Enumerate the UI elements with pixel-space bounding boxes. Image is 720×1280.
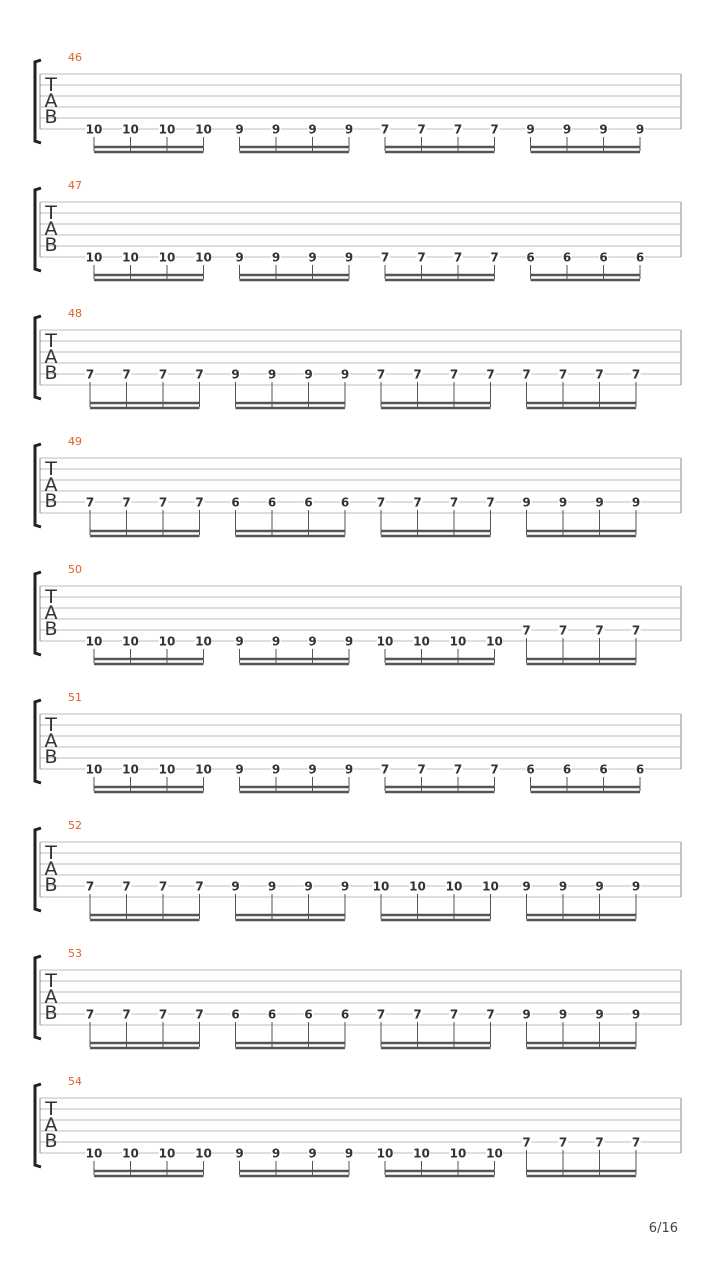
fret-number: 7 (453, 250, 463, 265)
tab-clef-letter: B (44, 234, 58, 256)
fret-number: 10 (158, 762, 176, 777)
fret-number: 6 (231, 1007, 240, 1022)
fret-number: 10 (445, 879, 463, 894)
measure-number: 54 (68, 1075, 82, 1088)
fret-number: 9 (235, 250, 244, 265)
fret-number: 7 (631, 367, 641, 382)
fret-number: 9 (231, 879, 240, 894)
fret-number: 10 (158, 122, 176, 137)
measure-number: 53 (68, 947, 82, 960)
fret-number: 7 (490, 122, 499, 137)
fret-number: 10 (85, 762, 103, 777)
fret-number: 7 (449, 495, 459, 510)
fret-number: 7 (122, 1007, 131, 1022)
tab-clef-letter: B (44, 362, 58, 384)
fret-number: 9 (344, 250, 354, 265)
fret-number: 6 (562, 762, 572, 777)
fret-number: 6 (599, 250, 608, 265)
tab-clef-letter: T (45, 842, 57, 864)
fret-number: 10 (486, 1146, 503, 1161)
tab-clef-letter: T (45, 586, 57, 608)
tab-clef-letter: A (44, 1114, 58, 1136)
fret-number: 9 (340, 367, 350, 382)
tab-clef-letter: T (45, 202, 57, 224)
fret-number: 7 (417, 762, 426, 777)
fret-number: 7 (486, 1007, 495, 1022)
tab-clef-letter: B (44, 1002, 58, 1024)
fret-number: 7 (158, 879, 168, 894)
fret-number: 10 (195, 762, 212, 777)
fret-number: 9 (340, 879, 350, 894)
fret-number: 7 (558, 1135, 568, 1150)
fret-number: 10 (195, 1146, 212, 1161)
fret-number: 7 (449, 1007, 459, 1022)
fret-number: 6 (526, 762, 535, 777)
fret-number: 9 (235, 762, 244, 777)
fret-number: 10 (413, 1146, 430, 1161)
fret-number: 10 (376, 1146, 394, 1161)
tab-clef-letter: T (45, 330, 57, 352)
fret-number: 10 (158, 250, 176, 265)
tab-clef-letter: A (44, 730, 58, 752)
fret-number: 7 (85, 879, 95, 894)
fret-number: 10 (85, 122, 103, 137)
tab-clef-letter: T (45, 74, 57, 96)
page-number: 6/16 (648, 1221, 678, 1236)
measure-number: 49 (68, 435, 82, 448)
fret-number: 7 (85, 1007, 95, 1022)
tab-clef-letter: T (45, 1098, 57, 1120)
fret-number: 6 (304, 495, 313, 510)
fret-number: 9 (344, 122, 354, 137)
fret-number: 9 (267, 367, 277, 382)
fret-number: 7 (195, 367, 204, 382)
fret-number: 10 (409, 879, 426, 894)
fret-number: 7 (490, 762, 499, 777)
fret-number: 10 (85, 634, 103, 649)
fret-number: 7 (158, 367, 168, 382)
fret-number: 7 (376, 1007, 386, 1022)
fret-number: 9 (308, 1146, 317, 1161)
tab-clef-letter: A (44, 218, 58, 240)
fret-number: 7 (158, 1007, 168, 1022)
measure-number: 50 (68, 563, 82, 576)
fret-number: 10 (122, 1146, 139, 1161)
fret-number: 7 (595, 623, 604, 638)
tab-system (35, 819, 681, 920)
tab-clef-letter: A (44, 474, 58, 496)
fret-number: 9 (271, 122, 281, 137)
fret-number: 7 (122, 367, 131, 382)
fret-number: 10 (376, 634, 394, 649)
fret-number: 7 (413, 495, 422, 510)
fret-number: 10 (122, 762, 139, 777)
fret-number: 9 (595, 879, 604, 894)
fret-number: 10 (122, 122, 139, 137)
tab-system (35, 435, 681, 536)
fret-number: 9 (235, 122, 244, 137)
tab-clef-letter: A (44, 858, 58, 880)
fret-number: 6 (599, 762, 608, 777)
fret-number: 9 (235, 1146, 244, 1161)
fret-number: 9 (271, 634, 281, 649)
tab-system (35, 691, 681, 792)
fret-number: 7 (486, 495, 495, 510)
measure-number: 52 (68, 819, 82, 832)
tab-system (35, 563, 681, 664)
fret-number: 10 (372, 879, 390, 894)
fret-number: 9 (631, 1007, 641, 1022)
fret-number: 7 (522, 623, 531, 638)
fret-number: 6 (526, 250, 535, 265)
fret-number: 7 (558, 623, 568, 638)
fret-number: 7 (417, 250, 426, 265)
tab-system (35, 307, 681, 408)
fret-number: 9 (522, 879, 531, 894)
fret-number: 10 (413, 634, 430, 649)
fret-number: 9 (308, 122, 317, 137)
fret-number: 7 (449, 367, 459, 382)
fret-number: 10 (158, 634, 176, 649)
fret-number: 7 (595, 1135, 604, 1150)
fret-number: 10 (122, 634, 139, 649)
fret-number: 7 (631, 623, 641, 638)
tab-clef-letter: T (45, 714, 57, 736)
fret-number: 9 (304, 879, 313, 894)
fret-number: 9 (558, 879, 568, 894)
fret-number: 10 (158, 1146, 176, 1161)
fret-number: 6 (267, 1007, 277, 1022)
measure-number: 48 (68, 307, 82, 320)
tab-clef-letter: T (45, 458, 57, 480)
fret-number: 7 (376, 495, 386, 510)
fret-number: 9 (308, 250, 317, 265)
fret-number: 9 (526, 122, 535, 137)
fret-number: 7 (380, 122, 390, 137)
fret-number: 9 (308, 762, 317, 777)
fret-number: 10 (85, 250, 103, 265)
fret-number: 6 (231, 495, 240, 510)
fret-number: 6 (340, 495, 350, 510)
tab-clef-letter: B (44, 618, 58, 640)
fret-number: 6 (340, 1007, 350, 1022)
fret-number: 7 (413, 367, 422, 382)
measure-number: 47 (68, 179, 82, 192)
fret-number: 6 (304, 1007, 313, 1022)
fret-number: 7 (417, 122, 426, 137)
fret-number: 9 (595, 1007, 604, 1022)
fret-number: 9 (562, 122, 572, 137)
tab-clef-letter: A (44, 346, 58, 368)
fret-number: 9 (344, 1146, 354, 1161)
fret-number: 9 (522, 1007, 531, 1022)
fret-number: 6 (562, 250, 572, 265)
fret-number: 10 (482, 879, 499, 894)
fret-number: 10 (195, 250, 212, 265)
fret-number: 9 (558, 1007, 568, 1022)
fret-number: 9 (235, 634, 244, 649)
fret-number: 7 (558, 367, 568, 382)
tab-clef-letter: A (44, 986, 58, 1008)
fret-number: 10 (122, 250, 139, 265)
fret-number: 9 (304, 367, 313, 382)
tab-clef-letter: A (44, 90, 58, 112)
fret-number: 10 (449, 1146, 467, 1161)
fret-number: 7 (595, 367, 604, 382)
fret-number: 9 (631, 495, 641, 510)
fret-number: 7 (631, 1135, 641, 1150)
fret-number: 9 (271, 762, 281, 777)
measure-number: 46 (68, 51, 82, 64)
fret-number: 7 (522, 367, 531, 382)
fret-number: 9 (595, 495, 604, 510)
tab-system (35, 179, 681, 280)
fret-number: 7 (85, 367, 95, 382)
fret-number: 7 (453, 122, 463, 137)
fret-number: 9 (267, 879, 277, 894)
fret-number: 9 (271, 250, 281, 265)
tab-clef-letter: T (45, 970, 57, 992)
tab-clef-letter: B (44, 106, 58, 128)
fret-number: 9 (599, 122, 608, 137)
fret-number: 9 (635, 122, 645, 137)
fret-number: 7 (122, 879, 131, 894)
tab-clef-letter: B (44, 874, 58, 896)
tab-clef-letter: B (44, 490, 58, 512)
fret-number: 7 (158, 495, 168, 510)
fret-number: 7 (486, 367, 495, 382)
fret-number: 9 (631, 879, 641, 894)
fret-number: 9 (558, 495, 568, 510)
fret-number: 6 (267, 495, 277, 510)
fret-number: 7 (85, 495, 95, 510)
fret-number: 9 (271, 1146, 281, 1161)
measure-number: 51 (68, 691, 82, 704)
fret-number: 10 (195, 634, 212, 649)
fret-number: 7 (122, 495, 131, 510)
fret-number: 7 (195, 1007, 204, 1022)
fret-number: 10 (486, 634, 503, 649)
fret-number: 7 (453, 762, 463, 777)
fret-number: 7 (376, 367, 386, 382)
tab-system (35, 1075, 681, 1176)
fret-number: 7 (195, 879, 204, 894)
fret-number: 9 (522, 495, 531, 510)
fret-number: 7 (490, 250, 499, 265)
tab-clef-letter: A (44, 602, 58, 624)
fret-number: 7 (413, 1007, 422, 1022)
fret-number: 9 (231, 367, 240, 382)
tab-clef-letter: B (44, 746, 58, 768)
fret-number: 7 (522, 1135, 531, 1150)
tab-clef-letter: B (44, 1130, 58, 1152)
fret-number: 6 (635, 250, 645, 265)
fret-number: 10 (85, 1146, 103, 1161)
tab-system (35, 947, 681, 1048)
fret-number: 9 (308, 634, 317, 649)
fret-number: 7 (380, 762, 390, 777)
fret-number: 9 (344, 762, 354, 777)
fret-number: 10 (449, 634, 467, 649)
fret-number: 10 (195, 122, 212, 137)
fret-number: 7 (380, 250, 390, 265)
tab-system (35, 51, 681, 152)
fret-number: 9 (344, 634, 354, 649)
fret-number: 6 (635, 762, 645, 777)
fret-number: 7 (195, 495, 204, 510)
